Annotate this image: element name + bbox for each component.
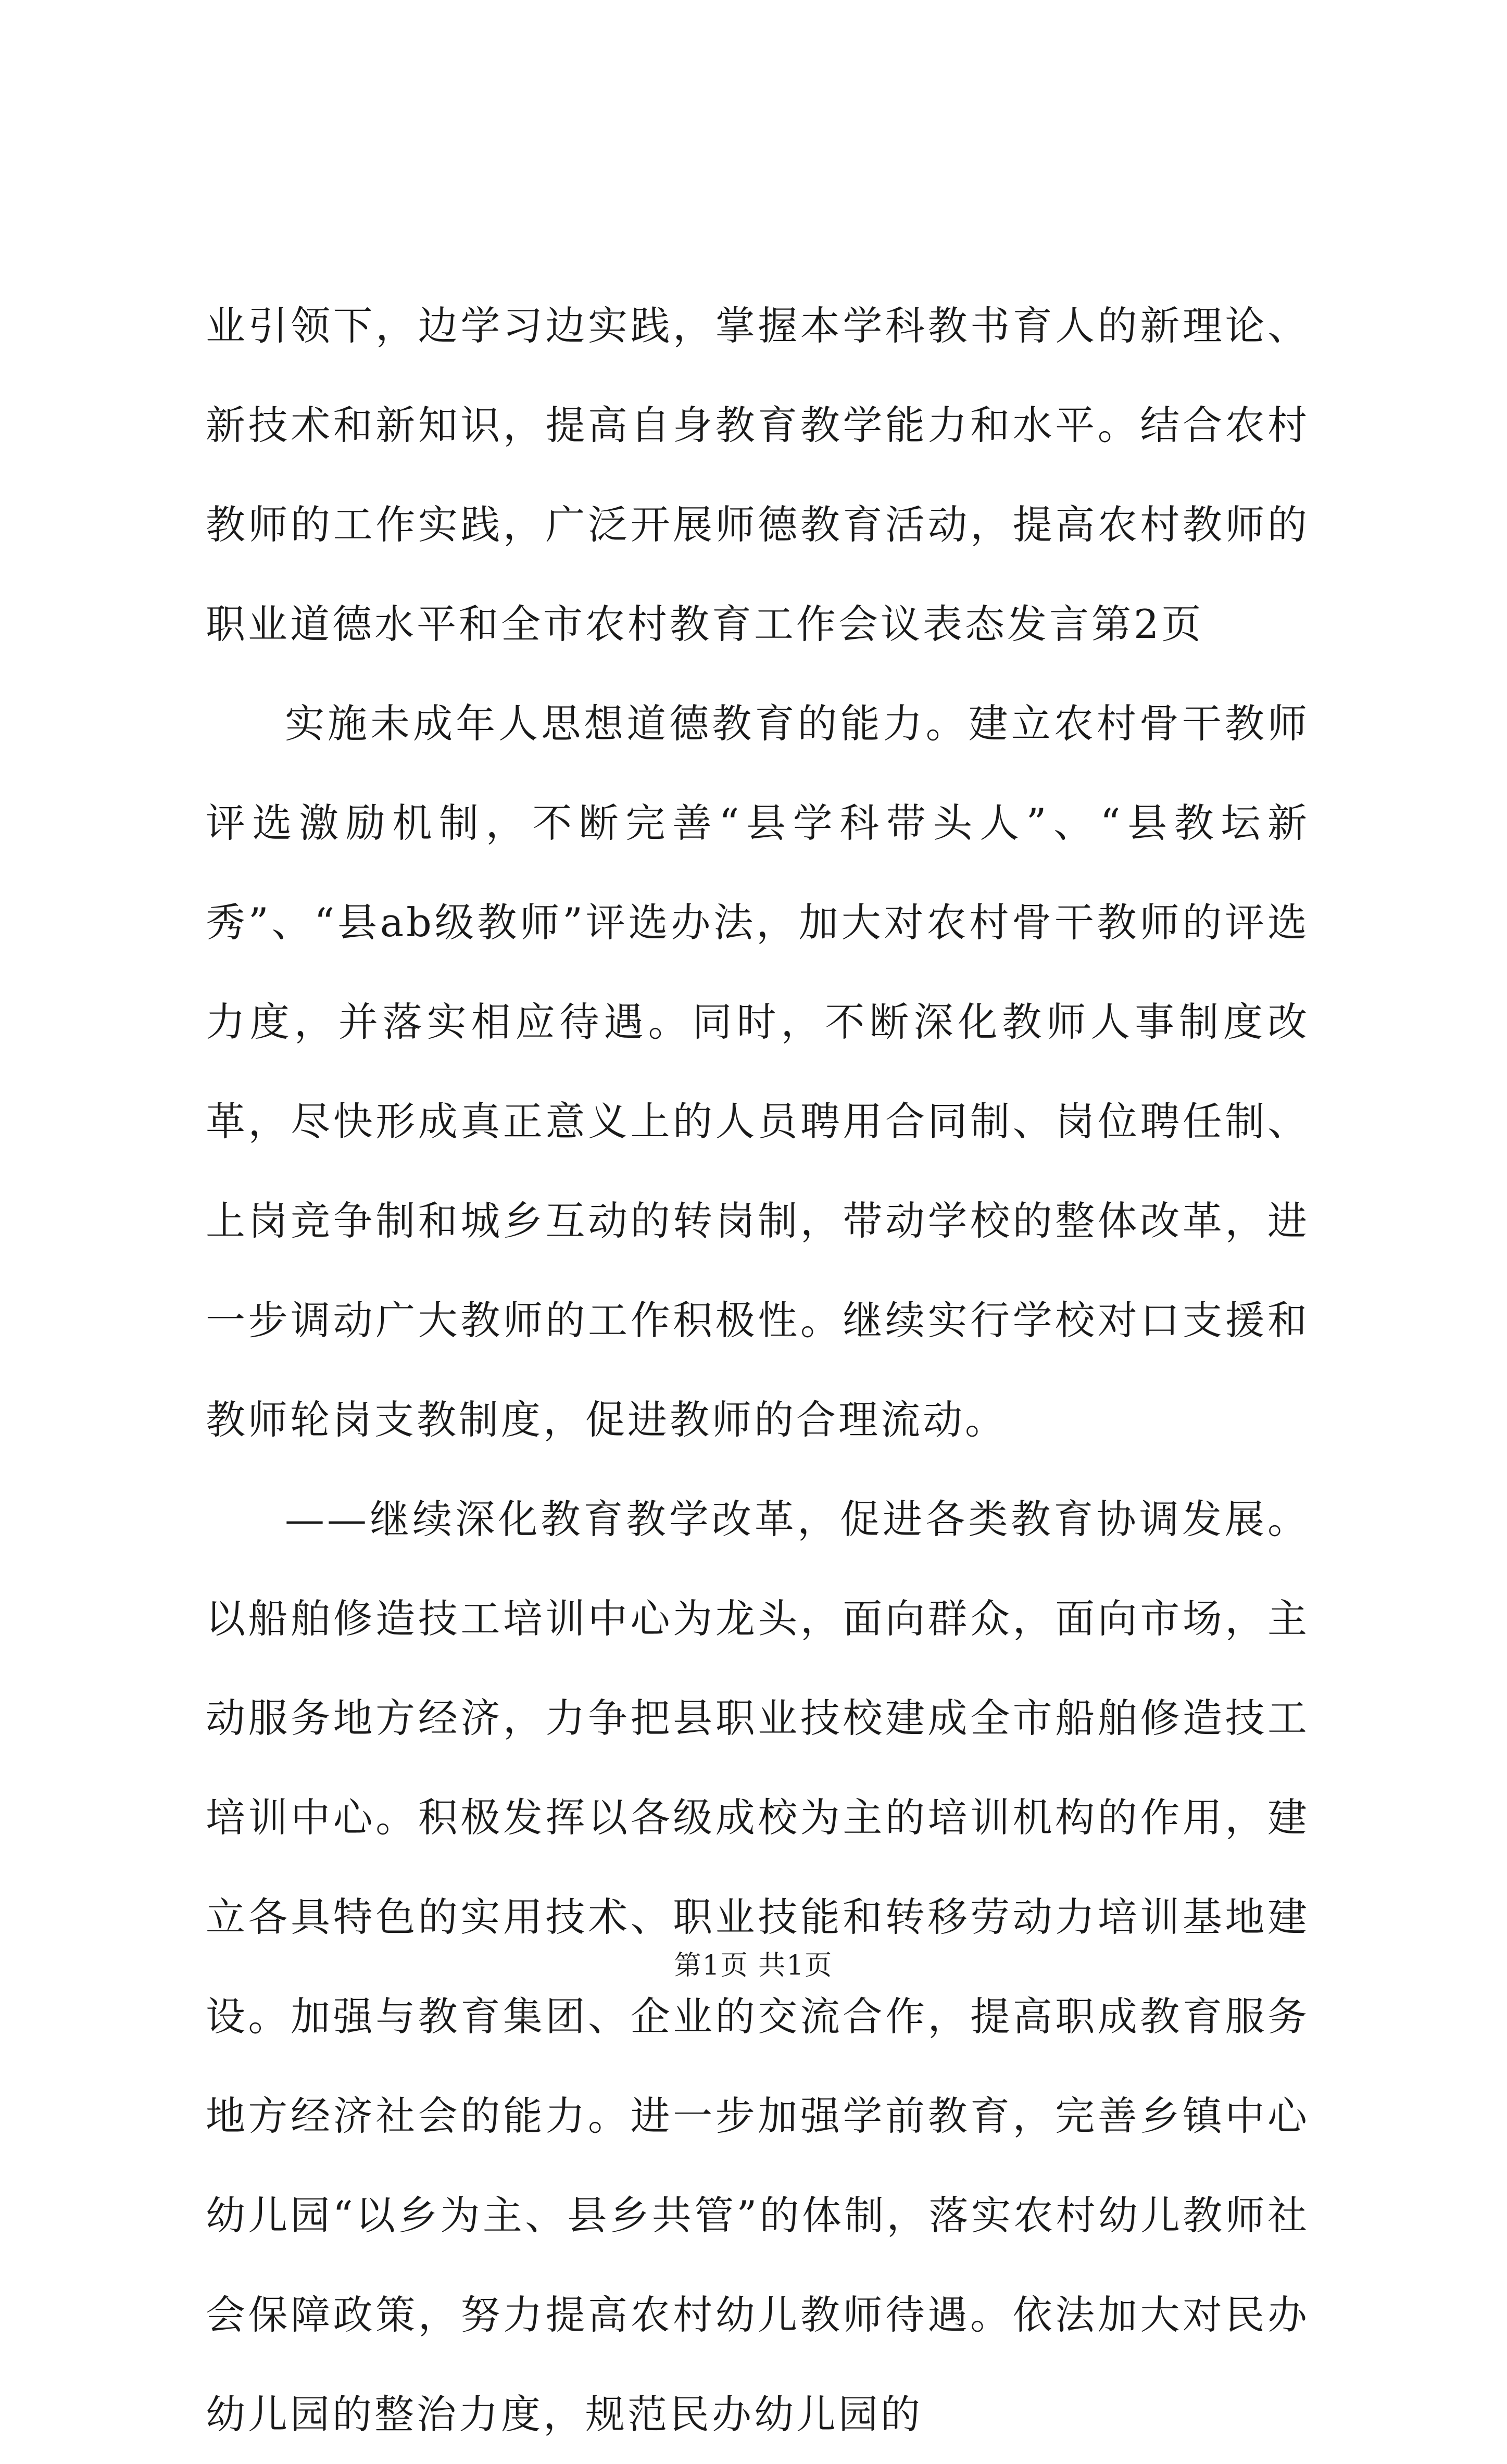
paragraph-3: ——继续深化教育教学改革，促进各类教育协调发展。以船舶修造技工培训中心为龙头，面向群众，面向市场，主动服务地方经济，力争把县职业技校建成全市船舶修造技工培训中心。积极发挥以各级成校为主的培训机构的作用，建立各具特色的实用技术、职业技能和转移劳动力培训基地建设。加强与教育集团、企业的交流合作，提高职成教育服务地方经济社会的能力。进一步加强学前教育，完善乡镇中心幼儿园“以乡为主、县乡共管”的体制，落实农村幼儿教师社会保障政策，努力提高农村幼儿教师待遇。依法加大对民办幼儿园的整治力度，规范民办幼儿园的 xyxy=(206,1496,1310,2437)
paragraph-2: 实施未成年人思想道德教育的能力。建立农村骨干教师评选激励机制，不断完善“县学科带头人”、“县教坛新秀”、“县ab级教师”评选办法，加大对农村骨干教师的评选力度，并落实相应待遇。同时，不断深化教师人事制度改革，尽快形成真正意义上的人员聘用合同制、岗位聘任制、上岗竞争制和城乡互动的转岗制，带动学校的整体改革，进一步调动广大教师的工作积极性。继续实行学校对口支援和教师轮岗支教制度，促进教师的合理流动。 xyxy=(206,700,1310,1443)
page-footer: 第1页 共1页 xyxy=(674,1950,833,1981)
paragraph-1: 业引领下，边学习边实践，掌握本学科教书育人的新理论、新技术和新知识，提高自身教育教学能力和水平。结合农村教师的工作实践，广泛开展师德教育活动，提高农村教师的职业道德水平和全市农村教育工作会议表态发言第2页 xyxy=(206,303,1310,647)
document-body xyxy=(206,276,1310,2464)
